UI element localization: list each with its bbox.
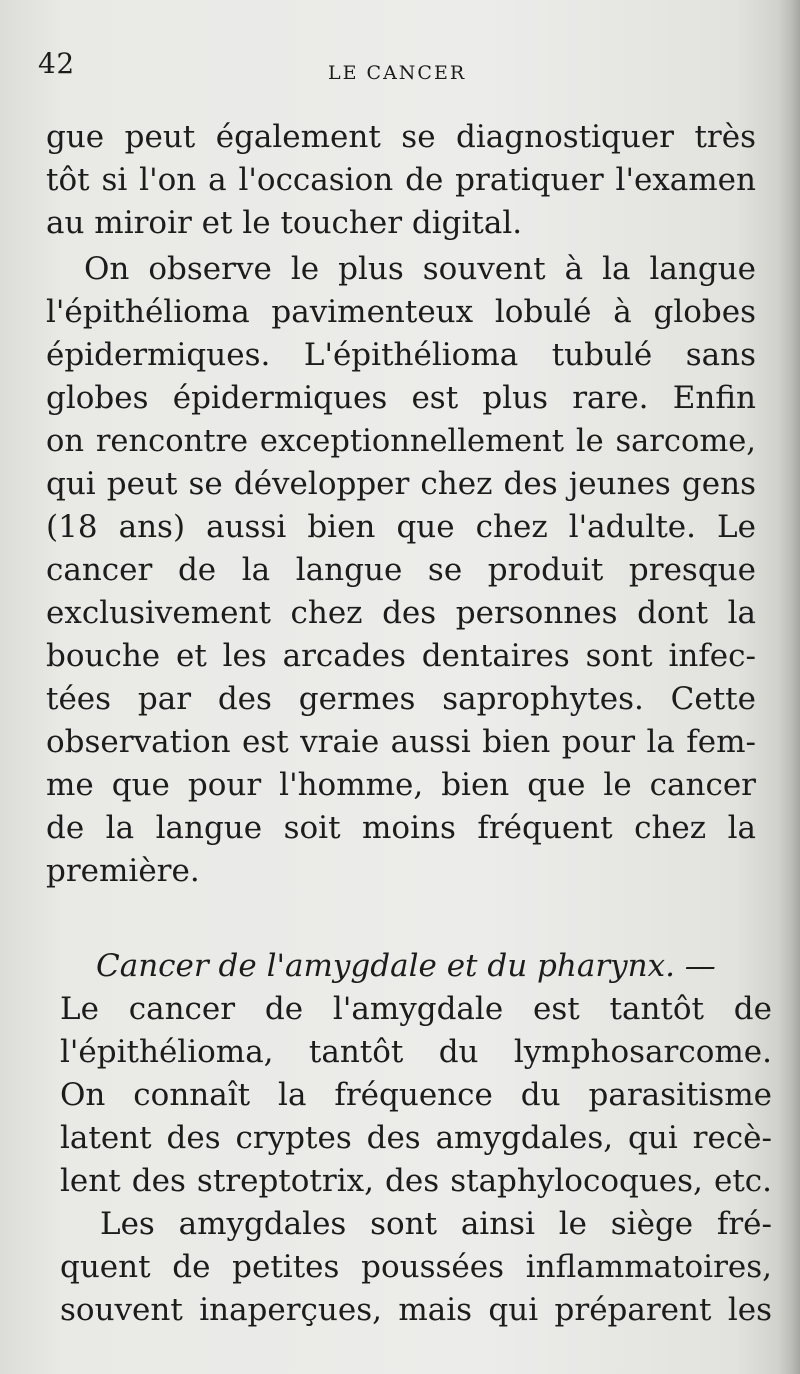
running-title: LE CANCER [328,62,467,84]
text-line: quent de petites poussées inflammatoires, [60,1249,772,1285]
text-line: Le cancer de l'amygdale est tantôt de [60,991,772,1027]
text-line: latent des cryptes des amygdales, qui recè- [60,1120,772,1156]
text-line: exclusivement chez des personnes dont la [46,595,756,631]
text-line: On observe le plus souvent à la langue [84,251,756,287]
text-line: lent des streptotrix, des staphylocoques, etc. [60,1163,772,1199]
text-line: tées par des germes saprophytes. Cette [46,681,756,717]
text-line: l'épithélioma, tantôt du lymphosarcome. [60,1034,772,1070]
text-line: On connaît la fréquence du parasitisme [60,1077,772,1113]
text-line: globes épidermiques est plus rare. Enfin [46,380,756,416]
text-line: première. [46,853,200,889]
text-line: me que pour l'homme, bien que le cancer [46,767,756,803]
text-line: (18 ans) aussi bien que chez l'adulte. Le [46,509,756,545]
page-number: 42 [38,47,75,80]
text-line: épidermiques. L'épithélioma tubulé sans [46,337,756,373]
text-line: au miroir et le toucher digital. [46,205,523,241]
text-line: qui peut se développer chez des jeunes gens [46,466,756,502]
text-line: gue peut également se diagnostiquer très [46,119,756,155]
text-line: bouche et les arcades dentaires sont infec- [46,638,756,674]
text-line: souvent inaperçues, mais qui préparent les [60,1292,772,1328]
text-line: observation est vraie aussi bien pour la fem- [46,724,756,760]
text-line: tôt si l'on a l'occasion de pratiquer l'examen [46,162,756,198]
text-line: on rencontre exceptionnellement le sarcome, [46,424,756,459]
section-heading: Cancer de l'amygdale et du pharynx. — [96,948,716,984]
page-edge-shadow [778,0,800,1374]
text-line: Les amygdales sont ainsi le siège fré- [100,1206,772,1242]
text-line: cancer de la langue se produit presque [46,552,756,588]
text-line: l'épithélioma pavimenteux lobulé à globes [46,294,756,330]
text-line: de la langue soit moins fréquent chez la [46,810,756,846]
